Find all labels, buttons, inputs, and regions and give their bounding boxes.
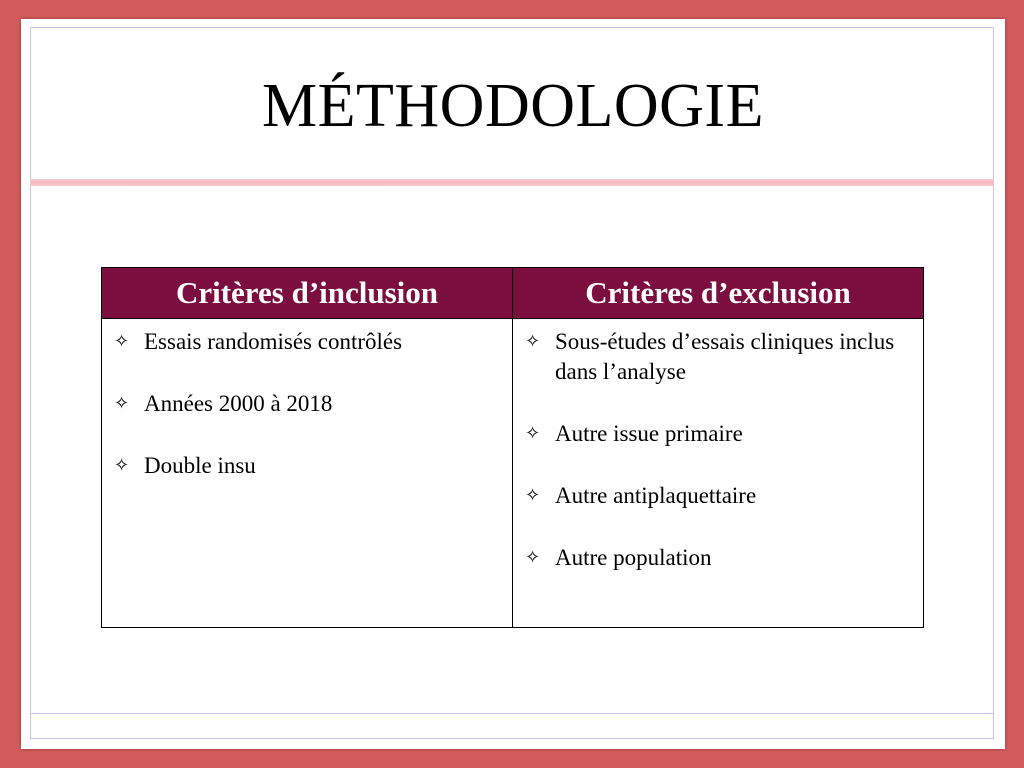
four-pointed-star-icon: ✧ <box>525 485 541 506</box>
slide <box>21 19 1005 749</box>
four-pointed-star-icon: ✧ <box>114 455 130 476</box>
inclusion-header: Critères d’inclusion <box>102 268 513 319</box>
title-divider <box>30 179 994 186</box>
footer-line <box>30 713 994 714</box>
table-header-row <box>102 268 924 319</box>
criteria-table <box>101 267 924 628</box>
four-pointed-star-icon: ✧ <box>525 331 541 352</box>
exclusion-item-text: Autre population <box>555 545 712 570</box>
list-item <box>525 481 913 511</box>
exclusion-header: Critères d’exclusion <box>513 268 924 319</box>
list-item <box>525 327 913 387</box>
list-item <box>114 389 502 419</box>
four-pointed-star-icon: ✧ <box>525 423 541 444</box>
four-pointed-star-icon: ✧ <box>114 331 130 352</box>
inclusion-cell <box>102 319 513 628</box>
inclusion-list <box>114 327 502 481</box>
slide-title: MÉTHODOLOGIE <box>262 72 764 140</box>
list-item <box>114 451 502 481</box>
exclusion-list <box>525 327 913 573</box>
table-row <box>102 319 924 628</box>
inclusion-item-text: Double insu <box>144 453 256 478</box>
four-pointed-star-icon: ✧ <box>114 393 130 414</box>
list-item <box>525 543 913 573</box>
exclusion-item-text: Autre issue primaire <box>555 421 743 446</box>
exclusion-cell <box>513 319 924 628</box>
four-pointed-star-icon: ✧ <box>525 547 541 568</box>
inclusion-item-text: Années 2000 à 2018 <box>144 391 333 416</box>
list-item <box>114 327 502 357</box>
exclusion-item-text: Sous-études d’essais cliniques inclus dans l’analyse <box>555 329 895 384</box>
inclusion-item-text: Essais randomisés contrôlés <box>144 329 403 354</box>
exclusion-item-text: Autre antiplaquettaire <box>555 483 757 508</box>
list-item <box>525 419 913 449</box>
